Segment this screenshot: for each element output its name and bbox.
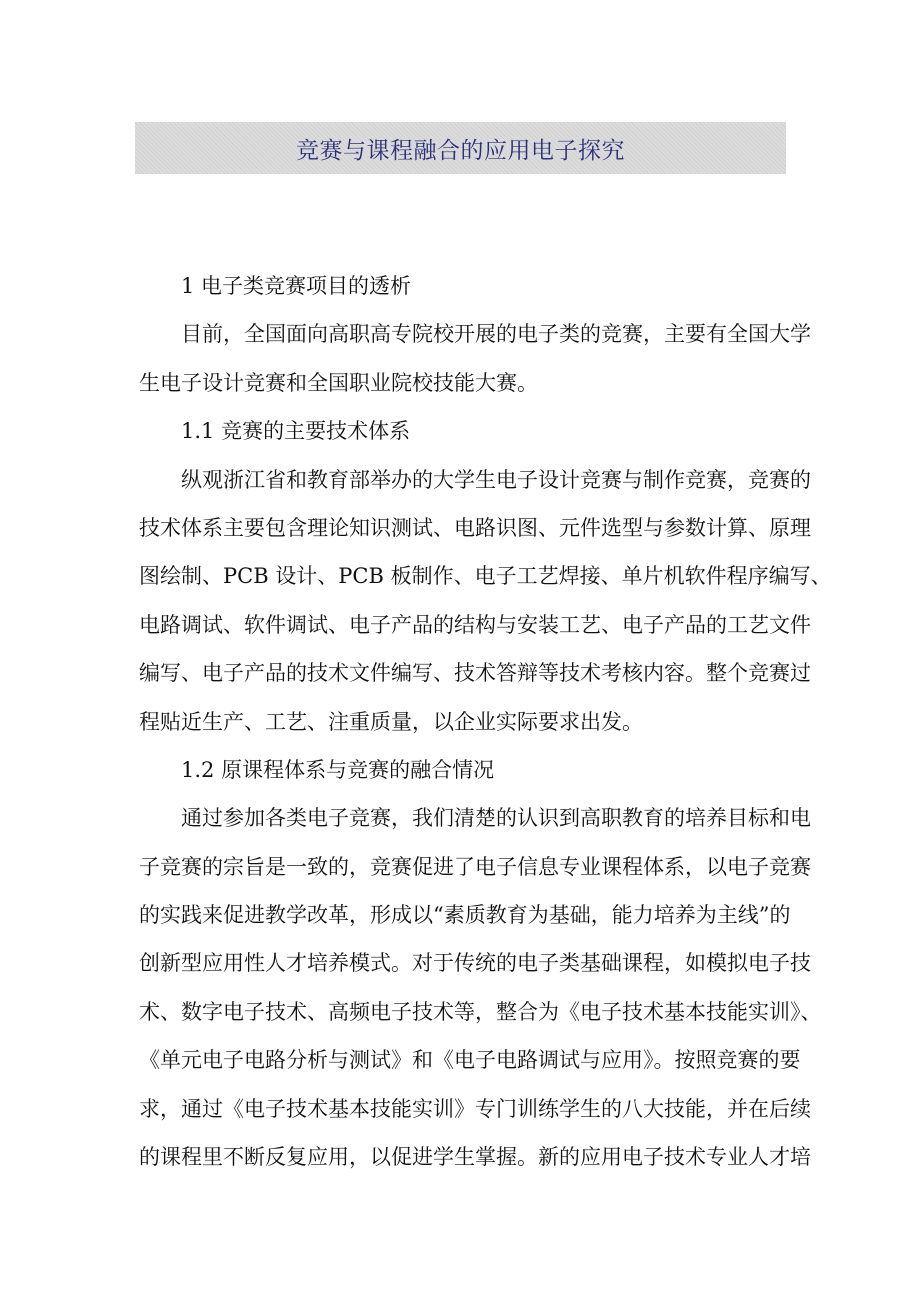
text-line: 纵观浙江省和教育部举办的大学生电子设计竞赛与制作竞赛，竞赛的 (181, 467, 811, 492)
text-line: 1 电子类竞赛项目的透析 (181, 274, 412, 298)
text-line: 生电子设计竞赛和全国职业院校技能大赛。 (139, 370, 538, 395)
text-line: 目前，全国面向高职高专院校开展的电子类的竞赛，主要有全国大学 (181, 322, 811, 347)
text-line: 1.2 原课程体系与竞赛的融合情况 (181, 757, 495, 782)
text-line: 1.1 竞赛的主要技术体系 (181, 419, 411, 444)
text-line: 求，通过《电子技术基本技能实训》专门训练学生的八大技能，并在后续 (139, 1096, 811, 1121)
document-title: 竞赛与课程融合的应用电子探究 (296, 137, 625, 164)
document-body (139, 262, 832, 1181)
text-line: 编写、电子产品的技术文件编写、技术答辩等技术考核内容。整个竞赛过 (139, 661, 811, 686)
title-banner (135, 122, 786, 174)
text-line: 通过参加各类电子竞赛，我们清楚的认识到高职教育的培养目标和电 (181, 806, 811, 831)
text-line: 程贴近生产、工艺、注重质量，以企业实际要求出发。 (139, 709, 643, 734)
text-line: 术、数字电子技术、高频电子技术等，整合为《电子技术基本技能实训》、 (139, 999, 822, 1024)
text-line: 技术体系主要包含理论知识测试、电路识图、元件选型与参数计算、原理 (139, 515, 811, 540)
text-line: 的实践来促进教学改革，形成以“素质教育为基础，能力培养为主线”的 (139, 903, 791, 928)
text-line: 电路调试、软件调试、电子产品的结构与安装工艺、电子产品的工艺文件 (139, 612, 811, 637)
text-line: 的课程里不断反复应用，以促进学生掌握。新的应用电子技术专业人才培 (139, 1145, 811, 1170)
text-line: 《单元电子电路分析与测试》和《电子电路调试与应用》。按照竞赛的要 (139, 1048, 801, 1073)
text-line: 子竞赛的宗旨是一致的，竞赛促进了电子信息专业课程体系，以电子竞赛 (139, 854, 811, 879)
text-line: 创新型应用性人才培养模式。对于传统的电子类基础课程，如模拟电子技 (139, 951, 811, 976)
text-line: 图绘制、PCB 设计、PCB 板制作、电子工艺焊接、单片机软件程序编写、 (139, 564, 832, 589)
